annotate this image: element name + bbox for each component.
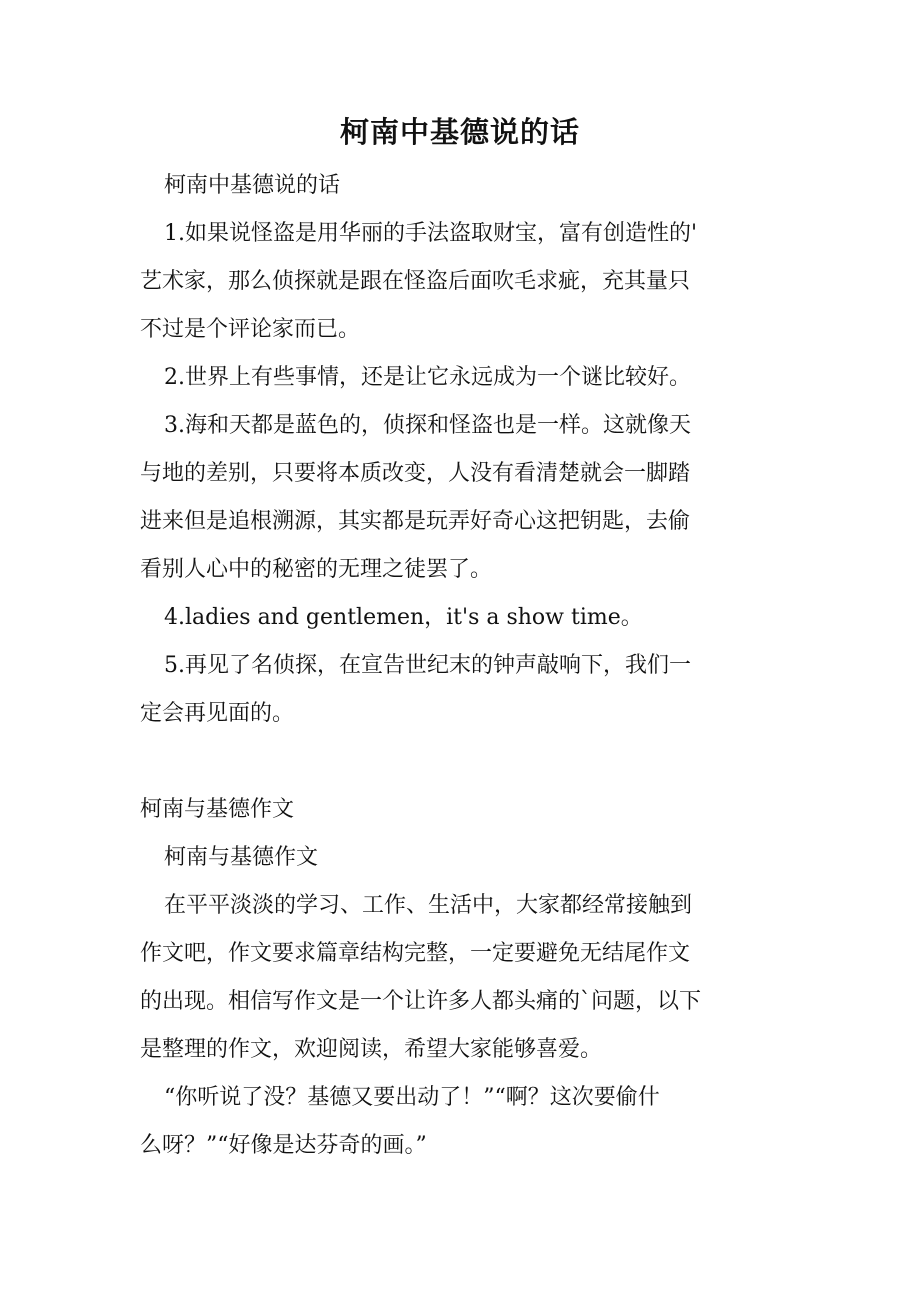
text-line: 定会再见面的。 [140,701,295,726]
text-line: “你听说了没？基德又要出动了！”“啊？这次要偷什 [164,1085,660,1110]
quote-item-4 [140,594,780,642]
text-line: 作文吧，作文要求篇章结构完整，一定要避免无结尾作文 [140,941,691,966]
quote-item-3 [140,402,780,594]
text-line: 么呀？”“好像是达芬奇的画。” [140,1133,427,1158]
essay-paragraph-2 [140,1074,780,1170]
section1-subtitle: 柯南中基德说的话 [164,173,341,198]
text-line: 5.再见了名侦探，在宣告世纪末的钟声敲响下，我们一 [164,653,691,678]
page-title: 柯南中基德说的话 [339,115,580,149]
quote-item-2 [140,354,780,402]
text-line: 看别人心中的秘密的无理之徒罢了。 [140,557,493,582]
text-line: 与地的差别，只要将本质改变，人没有看清楚就会一脚踏 [140,461,691,486]
quote-item-5 [140,642,780,738]
text-line: 在平平淡淡的学习、工作、生活中，大家都经常接触到 [164,893,693,918]
text-line: 的出现。相信写作文是一个让许多人都头痛的`问题，以下 [140,989,702,1014]
text-line: 不过是个评论家而已。 [140,317,361,342]
text-line: 艺术家，那么侦探就是跟在怪盗后面吹毛求疵，充其量只 [140,269,691,294]
quote-item-1 [140,210,780,354]
text-line: 2.世界上有些事情，还是让它永远成为一个谜比较好。 [164,365,691,390]
text-line: 4.ladies and gentlemen，it's a show time。 [164,605,643,630]
section2-heading: 柯南与基德作文 [140,797,295,822]
text-line: 1.如果说怪盗是用华丽的手法盗取财宝，富有创造性的' [164,221,698,246]
text-line: 3.海和天都是蓝色的，侦探和怪盗也是一样。这就像天 [164,413,691,438]
essay-paragraph-1 [140,882,780,1074]
section2-subtitle: 柯南与基德作文 [164,845,319,870]
text-line: 进来但是追根溯源，其实都是玩弄好奇心这把钥匙，去偷 [140,509,691,534]
text-line: 是整理的作文，欢迎阅读，希望大家能够喜爱。 [140,1037,603,1062]
